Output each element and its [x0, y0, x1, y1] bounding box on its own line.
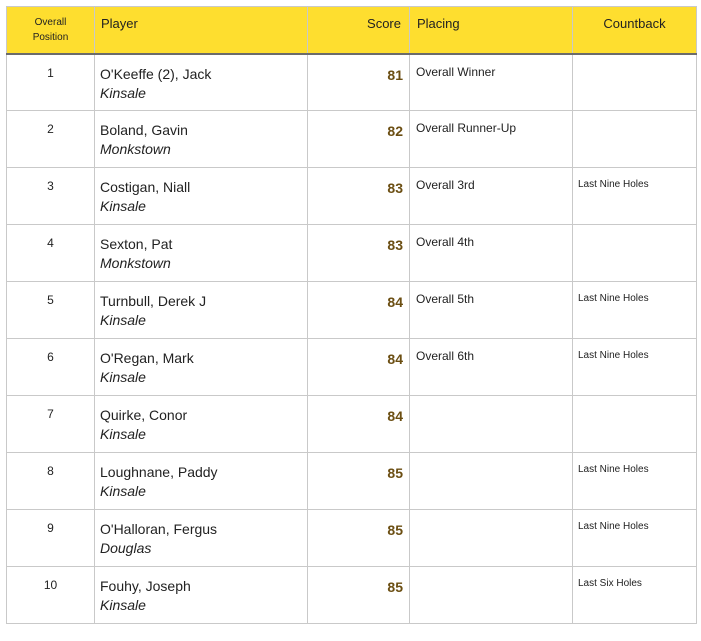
header-score[interactable]: Score	[308, 7, 410, 54]
score-cell: 81	[308, 54, 410, 111]
countback-cell: Last Nine Holes	[573, 339, 697, 396]
placing-cell: Overall Winner	[410, 54, 573, 111]
table-row	[7, 339, 697, 396]
score-cell: 82	[308, 111, 410, 168]
score-cell: 84	[308, 396, 410, 453]
countback-cell: Last Nine Holes	[573, 168, 697, 225]
player-cell	[95, 168, 308, 225]
position-cell: 4	[7, 225, 95, 282]
score-cell: 84	[308, 282, 410, 339]
table-row	[7, 225, 697, 282]
header-player[interactable]: Player	[95, 7, 308, 54]
table-row	[7, 54, 697, 111]
player-name-link[interactable]: O'Halloran, Fergus	[100, 521, 218, 537]
position-cell: 3	[7, 168, 95, 225]
table-row	[7, 282, 697, 339]
countback-cell: Last Nine Holes	[573, 453, 697, 510]
results-table	[6, 6, 697, 624]
player-cell	[95, 396, 308, 453]
player-club: Kinsale	[100, 84, 146, 101]
player-name-link[interactable]: O'Keeffe (2), Jack	[100, 65, 212, 82]
header-placing[interactable]: Placing	[410, 7, 573, 54]
player-cell	[95, 282, 308, 339]
placing-cell: Overall 4th	[410, 225, 573, 282]
player-club: Douglas	[100, 540, 152, 556]
table-row	[7, 453, 697, 510]
player-name-link[interactable]: Quirke, Conor	[100, 407, 188, 423]
countback-cell	[573, 225, 697, 282]
table-body	[7, 54, 697, 624]
countback-cell	[573, 54, 697, 111]
table-header	[7, 7, 697, 54]
header-overall-position[interactable]	[7, 7, 95, 54]
player-name-link[interactable]: Fouhy, Joseph	[100, 578, 191, 594]
score-cell: 83	[308, 225, 410, 282]
placing-cell: Overall 3rd	[410, 168, 573, 225]
countback-cell: Last Nine Holes	[573, 282, 697, 339]
placing-cell	[410, 453, 573, 510]
player-name-link[interactable]: Loughnane, Paddy	[100, 464, 218, 480]
table-row	[7, 510, 697, 567]
score-cell: 85	[308, 567, 410, 624]
placing-cell	[410, 567, 573, 624]
score-cell: 84	[308, 339, 410, 396]
player-club: Monkstown	[100, 255, 171, 271]
countback-cell	[573, 111, 697, 168]
table-row	[7, 168, 697, 225]
player-club: Kinsale	[100, 483, 146, 499]
player-club: Kinsale	[100, 597, 146, 613]
player-cell	[95, 567, 308, 624]
position-cell: 8	[7, 453, 95, 510]
placing-cell	[410, 510, 573, 567]
position-cell: 5	[7, 282, 95, 339]
table-row	[7, 396, 697, 453]
countback-cell: Last Nine Holes	[573, 510, 697, 567]
header-position-line2: Position	[32, 32, 69, 43]
player-name-link[interactable]: Costigan, Niall	[100, 179, 191, 195]
player-name-link[interactable]: Turnbull, Derek J	[100, 293, 207, 309]
position-cell: 1	[7, 54, 95, 111]
player-club: Kinsale	[100, 312, 146, 328]
player-cell	[95, 453, 308, 510]
player-cell	[95, 111, 308, 168]
countback-cell: Last Six Holes	[573, 567, 697, 624]
player-club: Monkstown	[100, 141, 171, 157]
player-cell	[95, 510, 308, 567]
position-cell: 7	[7, 396, 95, 453]
player-cell	[95, 339, 308, 396]
player-club: Kinsale	[100, 369, 146, 385]
placing-cell: Overall 6th	[410, 339, 573, 396]
table-row	[7, 111, 697, 168]
player-cell	[95, 54, 308, 111]
player-name-link[interactable]: Boland, Gavin	[100, 122, 188, 138]
placing-cell: Overall 5th	[410, 282, 573, 339]
header-row	[7, 7, 697, 54]
countback-cell	[573, 396, 697, 453]
score-cell: 85	[308, 510, 410, 567]
score-cell: 85	[308, 453, 410, 510]
position-cell: 6	[7, 339, 95, 396]
position-cell: 10	[7, 567, 95, 624]
header-position-line1: Overall	[34, 17, 67, 28]
placing-cell	[410, 396, 573, 453]
player-club: Kinsale	[100, 198, 146, 214]
position-cell: 2	[7, 111, 95, 168]
player-name-link[interactable]: O'Regan, Mark	[100, 350, 194, 366]
player-cell	[95, 225, 308, 282]
player-club: Kinsale	[100, 426, 146, 442]
header-countback[interactable]: Countback	[573, 7, 697, 54]
table-row	[7, 567, 697, 624]
position-cell: 9	[7, 510, 95, 567]
score-cell: 83	[308, 168, 410, 225]
player-name-link[interactable]: Sexton, Pat	[100, 236, 173, 252]
placing-cell: Overall Runner-Up	[410, 111, 573, 168]
